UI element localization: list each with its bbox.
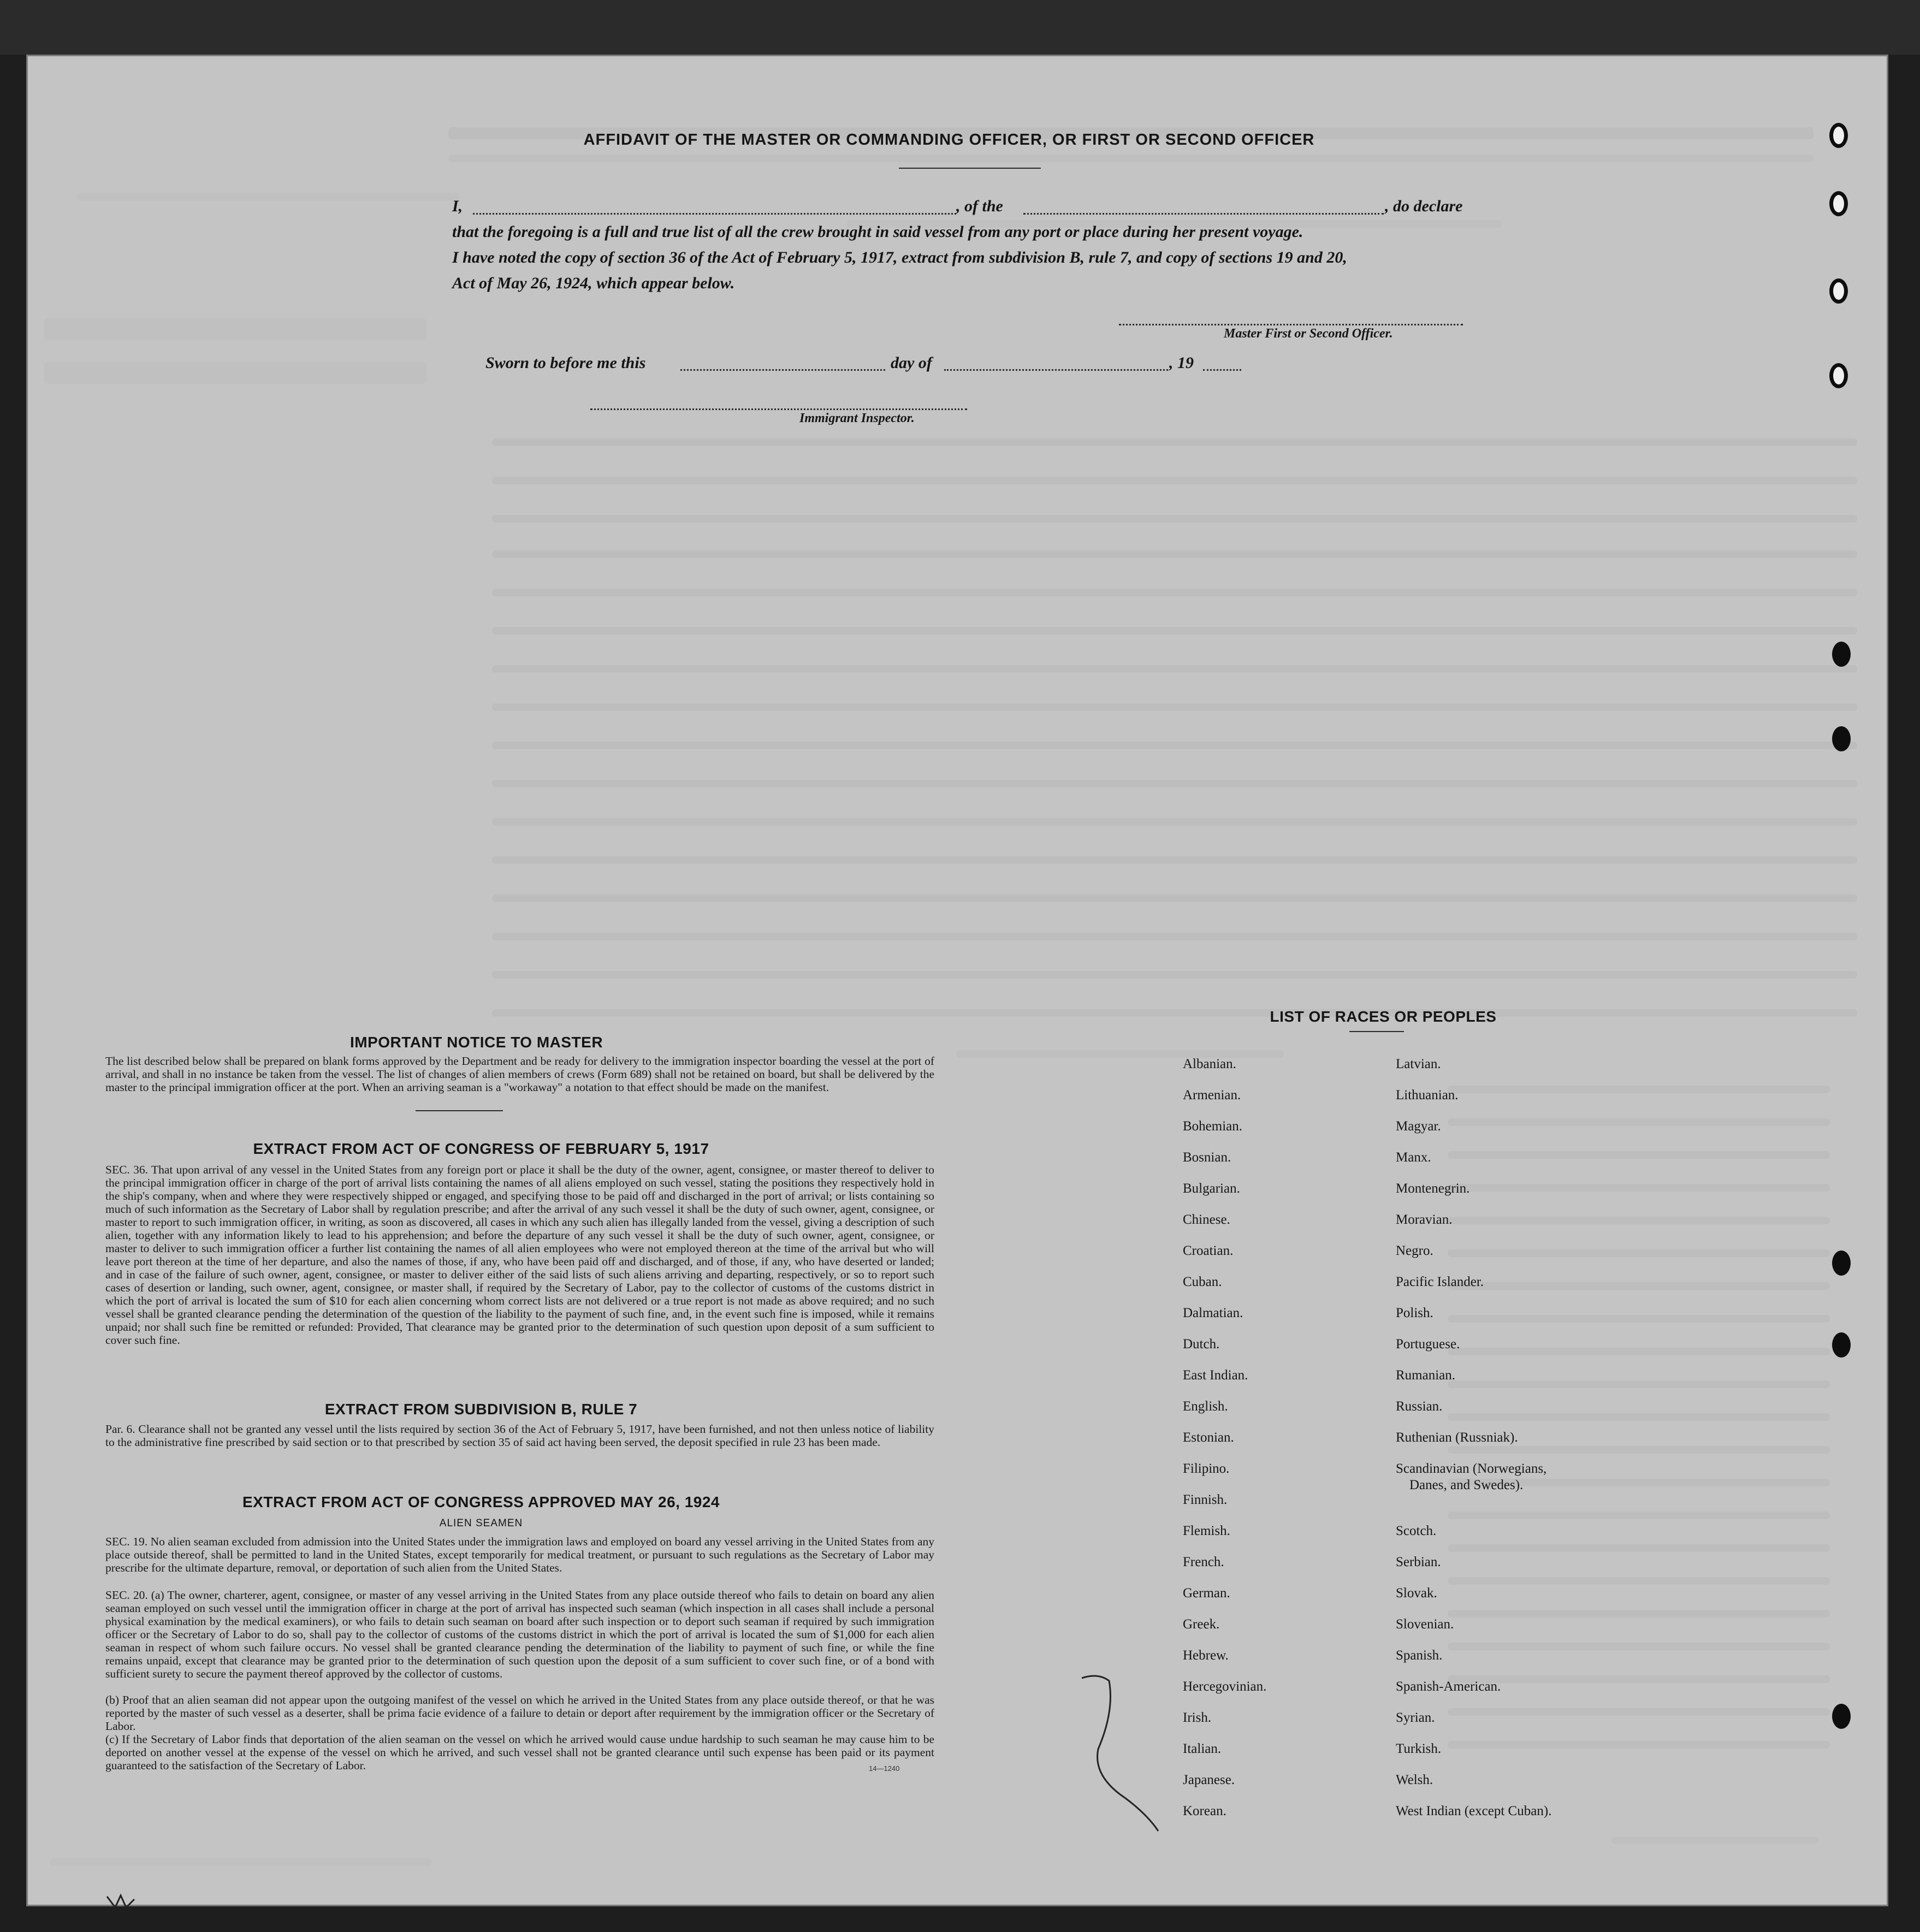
- inspector-label: Immigrant Inspector.: [799, 411, 915, 425]
- race-item: Hercegovinian.: [1183, 1679, 1267, 1694]
- race-item: Bulgarian.: [1183, 1181, 1240, 1196]
- race-item: Negro.: [1396, 1243, 1433, 1258]
- race-item: Flemish.: [1183, 1524, 1230, 1538]
- punch-hole-icon: [1829, 363, 1848, 388]
- master-signature-line: [1119, 324, 1463, 325]
- punch-hole-icon: [1829, 123, 1848, 148]
- inspector-signature-line: [590, 408, 967, 410]
- title-rule: [899, 168, 1041, 169]
- race-item: German.: [1183, 1586, 1230, 1601]
- punch-hole-icon: [1832, 642, 1851, 667]
- name-line: [473, 213, 956, 215]
- race-item: Filipino.: [1183, 1461, 1230, 1476]
- race-item: Slovak.: [1396, 1586, 1437, 1601]
- day-of-label: day of: [891, 354, 932, 372]
- alien-seamen-subtitle: ALIEN SEAMEN: [439, 1518, 523, 1529]
- race-item: Greek.: [1183, 1617, 1220, 1632]
- race-item: Russian.: [1396, 1399, 1443, 1414]
- race-item: Moravian.: [1396, 1212, 1453, 1227]
- race-item: Albanian.: [1183, 1057, 1236, 1071]
- affidavit-line2: I have noted the copy of section 36 of the Act of February 5, 1917, extract from subdivision B, rule 7, and copy of sections 19 and 20,: [452, 248, 1347, 266]
- pen-scribble-icon: [104, 1891, 137, 1913]
- race-item: Scandinavian (Norwegians,: [1396, 1461, 1547, 1476]
- race-item: Latvian.: [1396, 1057, 1441, 1071]
- race-item: Bosnian.: [1183, 1150, 1231, 1165]
- race-item: Irish.: [1183, 1710, 1212, 1725]
- manifest-page: [26, 55, 1888, 1906]
- race-item: Cuban.: [1183, 1275, 1222, 1289]
- race-item: Chinese.: [1183, 1212, 1230, 1227]
- race-item: Slovenian.: [1396, 1617, 1454, 1632]
- race-item: Manx.: [1396, 1150, 1431, 1165]
- race-item: Lithuanian.: [1396, 1088, 1459, 1103]
- races-rule: [1349, 1031, 1404, 1032]
- form-number: 14—1240: [869, 1764, 900, 1773]
- race-item: Bohemian.: [1183, 1119, 1243, 1134]
- affidavit-declare-label: , do declare: [1385, 197, 1463, 215]
- race-item: West Indian (except Cuban).: [1396, 1804, 1552, 1818]
- extract-1917-title: EXTRACT FROM ACT OF CONGRESS OF FEBRUARY 5, 1917: [253, 1140, 709, 1157]
- sworn-year-line: [1203, 369, 1241, 371]
- race-item: Polish.: [1396, 1306, 1433, 1320]
- race-item: Turkish.: [1396, 1741, 1442, 1756]
- punch-hole-icon: [1829, 278, 1848, 304]
- scanner-edge: [0, 0, 1920, 55]
- subdivision-b-title: EXTRACT FROM SUBDIVISION B, RULE 7: [324, 1401, 638, 1418]
- punch-hole-icon: [1832, 1332, 1851, 1358]
- master-label: Master First or Second Officer.: [1224, 327, 1393, 341]
- race-item: Welsh.: [1396, 1773, 1433, 1787]
- punch-hole-icon: [1832, 1251, 1851, 1276]
- affidavit-title: AFFIDAVIT OF THE MASTER OR COMMANDING OFFICER, OR FIRST OR SECOND OFFICER: [583, 131, 1315, 149]
- race-item: Syrian.: [1396, 1710, 1435, 1725]
- race-item: Pacific Islander.: [1396, 1275, 1484, 1289]
- race-item: Portuguese.: [1396, 1337, 1460, 1352]
- race-item: Danes, and Swedes).: [1409, 1478, 1524, 1492]
- affidavit-line3: Act of May 26, 1924, which appear below.: [452, 274, 735, 292]
- race-item: Korean.: [1183, 1804, 1226, 1818]
- punch-hole-icon: [1832, 726, 1851, 751]
- affidavit-line1: that the foregoing is a full and true list of all the crew brought in said vessel from any port or place during her present voyage.: [452, 223, 1303, 241]
- extract-1924-sec20a: SEC. 20. (a) The owner, charterer, agent, consignee, or master of any vessel arriving in the United States from any place outside thereof who fails to detain on board any alien seaman employed on such vessel until the immigration officer in charge at the port of arrival has inspected such seaman (which inspection in all cases shall include a personal physical examination by the medical examiners), or who fails to detain such seaman on board after such inspection or to deport such seaman if required by such immigration officer or the Secretary of Labor to do so, shall pay to the collector of customs of the customs district in which the port of arrival is located the sum of $1,000 for each alien seaman in respect of whom such failure occurs. No vessel shall be granted clearance pending the determination of the liability to payment of such fine, or while the fine remains unpaid, except that clearance may be granted prior to the determination of such question upon the deposit of a sum sufficient to cover such fine, or of a bond with sufficient surety to secure the payment thereof approved by the collector of customs.: [105, 1589, 934, 1680]
- race-item: Spanish-American.: [1396, 1679, 1501, 1694]
- subdivision-b-text: Par. 6. Clearance shall not be granted any vessel until the lists required by section 36 of the Act of February 5, 1917, have been furnished, and not then unless notice of liability to the administrative fine prescribed by said section or to that prescribed by section 35 of said act having been served, the deposit specified in rule 23 has been made.: [105, 1423, 934, 1449]
- year-label: , 19: [1169, 354, 1194, 372]
- race-item: Dalmatian.: [1183, 1306, 1243, 1320]
- race-item: Finnish.: [1183, 1492, 1228, 1507]
- race-item: Japanese.: [1183, 1773, 1235, 1787]
- pen-stroke-icon: [1076, 1667, 1175, 1842]
- race-item: Armenian.: [1183, 1088, 1241, 1103]
- race-item: French.: [1183, 1555, 1224, 1569]
- affidavit-of-the-label: , of the: [956, 197, 1003, 215]
- race-item: Hebrew.: [1183, 1648, 1229, 1663]
- sworn-day-line: [680, 369, 885, 371]
- affidavit-i-label: I,: [452, 197, 463, 215]
- race-item: Rumanian.: [1396, 1368, 1456, 1383]
- race-item: Scotch.: [1396, 1524, 1437, 1538]
- race-item: Serbian.: [1396, 1555, 1441, 1569]
- extract-1924-title: EXTRACT FROM ACT OF CONGRESS APPROVED MAY 26, 1924: [242, 1494, 720, 1510]
- race-item: Spanish.: [1396, 1648, 1443, 1663]
- races-title: LIST OF RACES OR PEOPLES: [1270, 1008, 1497, 1025]
- extract-1924-sec20b: (b) Proof that an alien seaman did not appear upon the outgoing manifest of the vessel on which he arrived in the United States from any place outside thereof, or that he was reported by the master of such vessel as a deserter, shall be prima facie evidence of a failure to detain or deport after requirement by the immigration officer or the Secretary of Labor.: [105, 1693, 934, 1733]
- sworn-label: Sworn to before me this: [485, 354, 646, 372]
- vessel-line: [1023, 213, 1384, 215]
- extract-1924-sec20c: (c) If the Secretary of Labor finds that deportation of the alien seaman on the vessel on which he arrived would cause undue hardship to such seaman he may cause him to be deported on another vessel at the expense of the vessel on which he arrived, and such vessel shall not be granted clearance until such expense has been paid or its payment guaranteed to the satisfaction of the Secretary of Labor.: [105, 1733, 934, 1772]
- extract-1924-sec19: SEC. 19. No alien seaman excluded from admission into the United States under the immigration laws and employed on board any vessel arriving in the United States from any place outside thereof, shall be permitted to land in the United States, except temporarily for medical treatment, or pursuant to such regulations as the Secretary of Labor may prescribe for the ultimate departure, removal, or deportation of such alien from the United States.: [105, 1535, 934, 1574]
- race-item: Ruthenian (Russniak).: [1396, 1430, 1518, 1445]
- notice-rule: [416, 1110, 503, 1111]
- race-item: Croatian.: [1183, 1243, 1234, 1258]
- extract-1917-text: SEC. 36. That upon arrival of any vessel in the United States from any foreign port or place it shall be the duty of the owner, agent, consignee, or master thereof to deliver to the principal immigration officer in charge of the port of arrival lists containing the names of all aliens employed on such vessel, stating the positions they respectively hold in the ship's company, when and where they were respectively shipped or engaged, and specifying those to be paid off and discharged in the port of arrival; or lists containing so much of such information as the Secretary of Labor shall by regulation prescribe; and after the arrival of any such vessel it shall be the duty of such owner, agent, consignee, or master to report to such immigration officer, in writing, as soon as discovered, all cases in which any such alien has illegally landed from the vessel, giving a description of such alien, together with any information likely to lead to his apprehension; and before the departure of any such vessel it shall be the duty of such owner, agent, consignee, or master to deliver to such immigration officer a further list containing the names of all alien employees who were not employed thereon at the time of the arrival but who will leave port thereon at the time of her departure, and also the names of those, if any, who have been paid off and discharged, and of those, if any, who have deserted or landed; and in case of the failure of such owner, agent, consignee, or master to deliver either of the said lists of such aliens arriving and departing, respectively, or so to report such cases of desertion or landing, such owner, agent, consignee, or master shall, if required by the Secretary of Labor, pay to the collector of customs of the customs district in which the port of arrival is located the sum of $10 for each alien concerning whom correct lists are not delivered or a true report is not made as above required; and no such vessel shall be granted clearance pending the determination of the question of the liability to the payment of such fine, and, in the event such fine is imposed, while it remains unpaid; nor shall such fine be remitted or refunded: Provided, That clearance may be granted prior to the determination of such question upon deposit of a sum sufficient to cover such fine.: [105, 1163, 934, 1347]
- sworn-month-line: [944, 369, 1168, 371]
- race-item: Magyar.: [1396, 1119, 1441, 1134]
- punch-hole-icon: [1832, 1704, 1851, 1729]
- race-item: Italian.: [1183, 1741, 1222, 1756]
- race-item: English.: [1183, 1399, 1228, 1414]
- race-item: Estonian.: [1183, 1430, 1234, 1445]
- punch-hole-icon: [1829, 191, 1848, 216]
- race-item: East Indian.: [1183, 1368, 1248, 1383]
- notice-text: The list described below shall be prepared on blank forms approved by the Department and be ready for delivery to the immigration inspector boarding the vessel at the port of arrival, and shall in no instance be taken from the vessel. The list of changes of alien members of crews (Form 689) shall not be retained on board, but shall be delivered by the master to the principal immigration officer at the port. When an arriving seaman is a "workaway" a notation to that effect should be made on the manifest.: [105, 1054, 934, 1094]
- notice-title: IMPORTANT NOTICE TO MASTER: [350, 1034, 603, 1051]
- race-item: Dutch.: [1183, 1337, 1220, 1352]
- race-item: Montenegrin.: [1396, 1181, 1470, 1196]
